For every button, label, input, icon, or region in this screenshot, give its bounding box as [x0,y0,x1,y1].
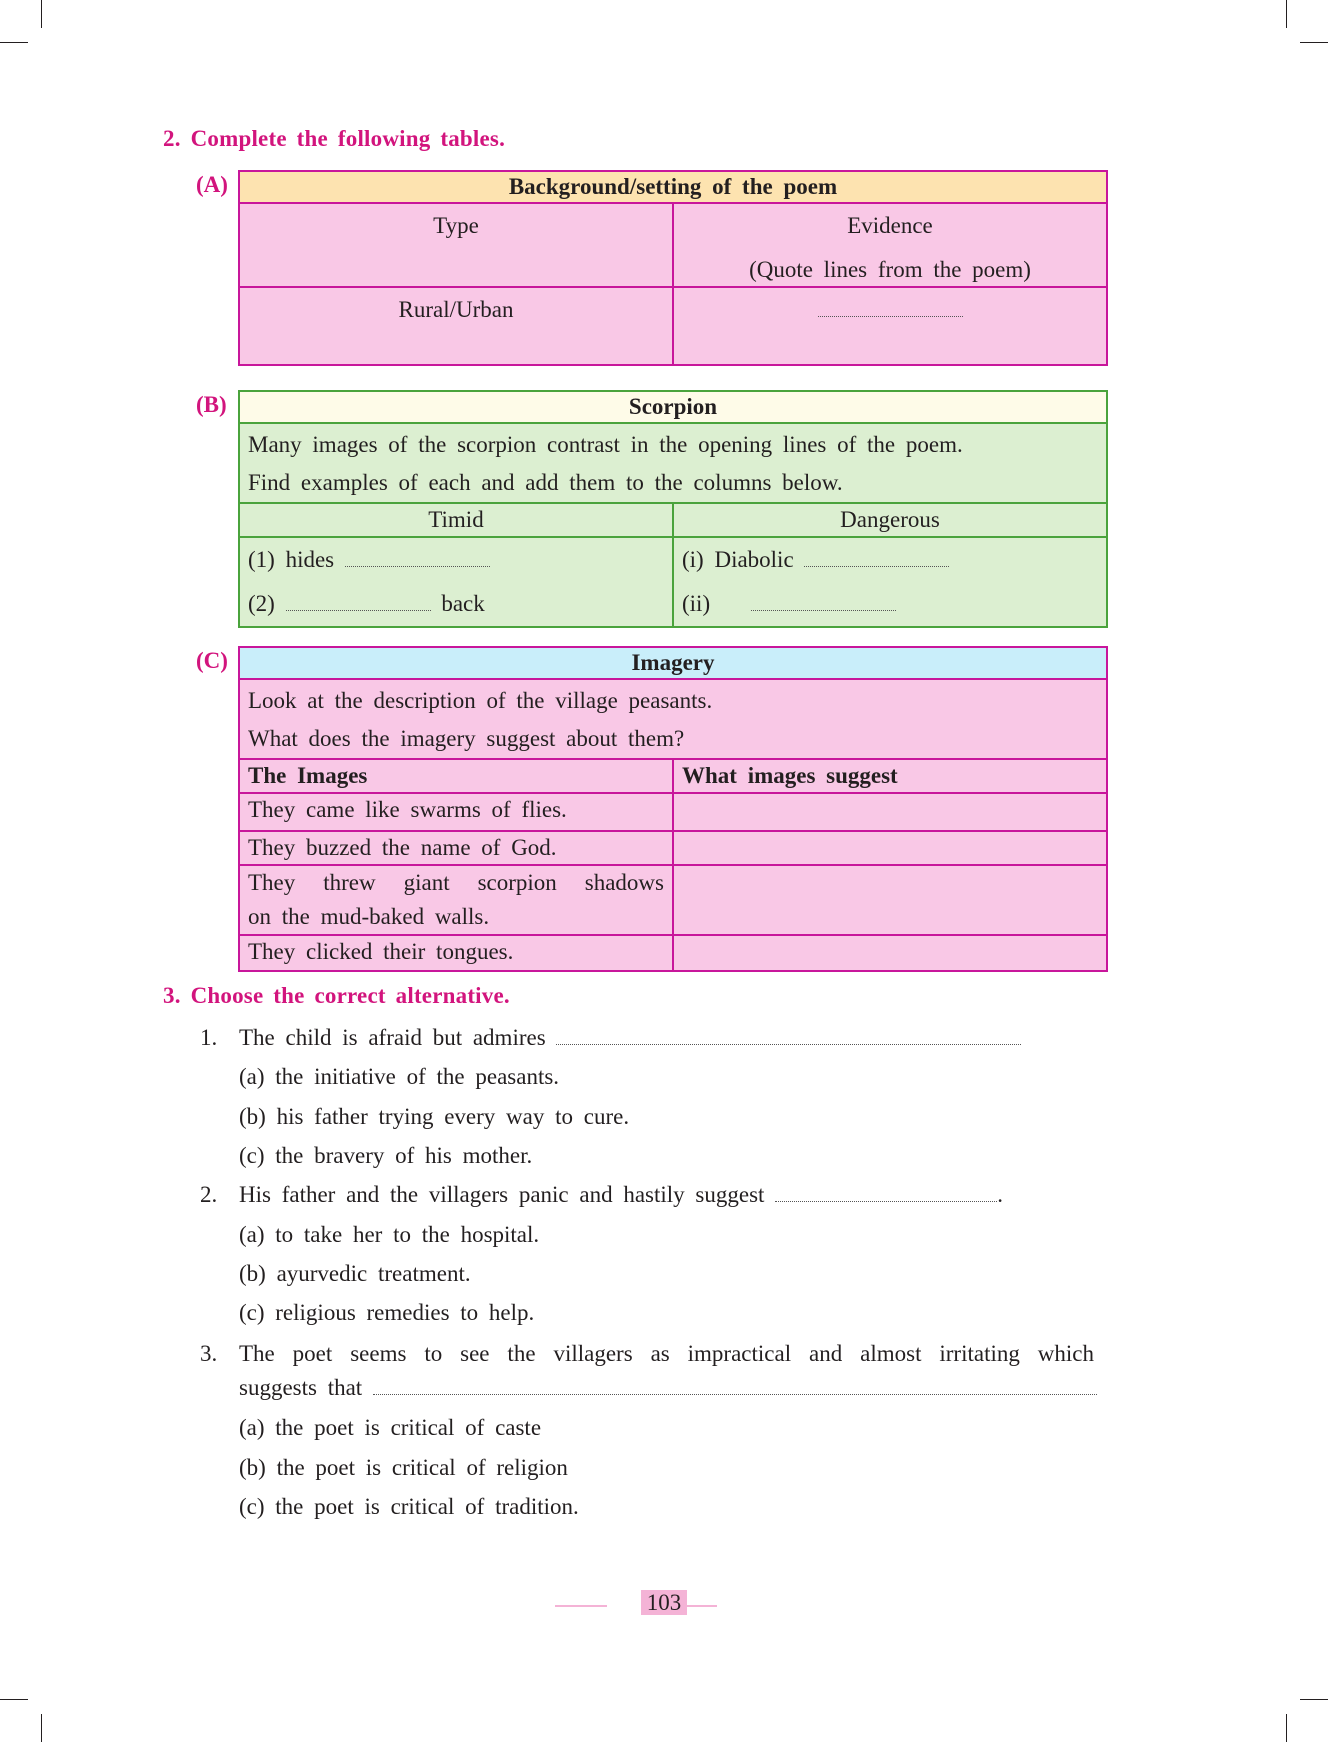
page-number-text: 103 [641,1590,688,1615]
page-number [0,1590,1328,1616]
answer-blank[interactable] [775,1187,997,1202]
question-2-option-c[interactable]: (c) religious remedies to help. [239,1300,535,1325]
rural-urban-text: Rural/Urban [398,297,514,322]
question-1-number: 1. [200,1025,218,1050]
answer-blank[interactable] [286,596,431,611]
answer-blank[interactable] [818,302,963,317]
question-2-number: 2. [200,1182,218,1207]
evidence-header-text: Evidence [847,213,933,238]
table-c-images-header: The Images [239,759,673,793]
question-2: His father and the villagers panic and hastily suggest . [239,1182,1003,1207]
table-c [238,646,1108,972]
table-a-evidence-header [673,203,1107,287]
section-3-heading: 3. Choose the correct alternative. [163,983,510,1008]
question-3 [239,1373,1097,1403]
question-3-text: The poet seems to see the villagers as impractical and almost irritating which [239,1341,1094,1366]
table-c-intro [239,679,1107,759]
crop-mark [1300,1699,1328,1700]
crop-mark [1286,1714,1287,1742]
table-a-label: (A) [196,172,228,197]
timid-item-2 [248,582,664,626]
answer-blank[interactable] [373,1380,1097,1395]
table-row: They came like swarms of flies. [239,793,673,831]
evidence-subheader-text: (Quote lines from the poem) [749,257,1031,282]
dangerous-item-2-text: (ii) [682,591,711,616]
table-row-line: on the mud-baked walls. [248,904,490,929]
answer-blank[interactable] [556,1030,1021,1045]
table-c-suggest-header: What images suggest [673,759,1107,793]
question-3-text-line2: suggests that [239,1375,363,1400]
timid-item-2-prefix: (2) [248,591,275,616]
crop-mark [0,1699,28,1700]
table-row-line: They threw giant scorpion shadows [248,870,664,895]
question-1-text: The child is afraid but admires [239,1025,546,1050]
question-2-option-b[interactable]: (b) ayurvedic treatment. [239,1261,471,1286]
answer-blank[interactable] [345,552,490,567]
table-a [238,170,1108,366]
answer-cell[interactable] [673,935,1107,971]
dangerous-item-2 [682,582,1098,626]
question-3-option-b[interactable]: (b) the poet is critical of religion [239,1455,568,1480]
question-3-number: 3. [200,1341,218,1366]
table-a-rural-urban-cell [239,287,673,365]
table-b-intro [239,423,1107,503]
table-b-label: (B) [196,392,227,417]
table-a-evidence-answer-cell[interactable] [673,287,1107,365]
table-row [239,865,673,935]
table-b-timid-header: Timid [239,503,673,537]
question-3-option-c[interactable]: (c) the poet is critical of tradition. [239,1494,579,1519]
table-b-dangerous-header: Dangerous [673,503,1107,537]
table-b-dangerous-cell [673,537,1107,627]
table-c-label: (C) [196,648,228,673]
table-b [238,390,1108,628]
answer-cell[interactable] [673,793,1107,831]
answer-blank[interactable] [804,552,949,567]
crop-mark [1286,0,1287,28]
table-a-type-header [239,203,673,287]
question-1 [239,1023,1021,1053]
timid-item-1 [248,538,664,582]
timid-item-2-suffix: back [441,591,485,616]
crop-mark [41,1714,42,1742]
question-1-option-a[interactable]: (a) the initiative of the peasants. [239,1064,560,1089]
type-header-text: Type [433,213,479,238]
crop-mark [1300,42,1328,43]
section-2-heading: 2. Complete the following tables. [163,126,506,151]
question-2-text: His father and the villagers panic and hastily suggest [239,1182,765,1207]
table-b-timid-cell [239,537,673,627]
question-2-option-a[interactable]: (a) to take her to the hospital. [239,1222,540,1247]
table-a-title: Background/setting of the poem [239,171,1107,203]
table-c-title: Imagery [239,647,1107,679]
table-row: They clicked their tongues. [239,935,673,971]
answer-cell[interactable] [673,831,1107,865]
question-3-option-a[interactable]: (a) the poet is critical of caste [239,1415,542,1440]
table-b-title: Scorpion [239,391,1107,423]
table-c-intro-line1: Look at the description of the village peasants. [248,688,713,713]
dangerous-item-1 [682,538,1098,582]
dangerous-item-1-text: (i) Diabolic [682,547,794,572]
question-1-option-c[interactable]: (c) the bravery of his mother. [239,1143,533,1168]
table-b-intro-line1: Many images of the scorpion contrast in the opening lines of the poem. [248,432,963,457]
question-1-option-b[interactable]: (b) his father trying every way to cure. [239,1104,630,1129]
crop-mark [0,42,28,43]
table-c-intro-line2: What does the imagery suggest about them? [248,726,685,751]
table-row: They buzzed the name of God. [239,831,673,865]
timid-item-1-text: (1) hides [248,547,335,572]
table-b-intro-line2: Find examples of each and add them to the columns below. [248,470,843,495]
crop-mark [41,0,42,28]
answer-cell[interactable] [673,865,1107,935]
answer-blank[interactable] [751,596,896,611]
